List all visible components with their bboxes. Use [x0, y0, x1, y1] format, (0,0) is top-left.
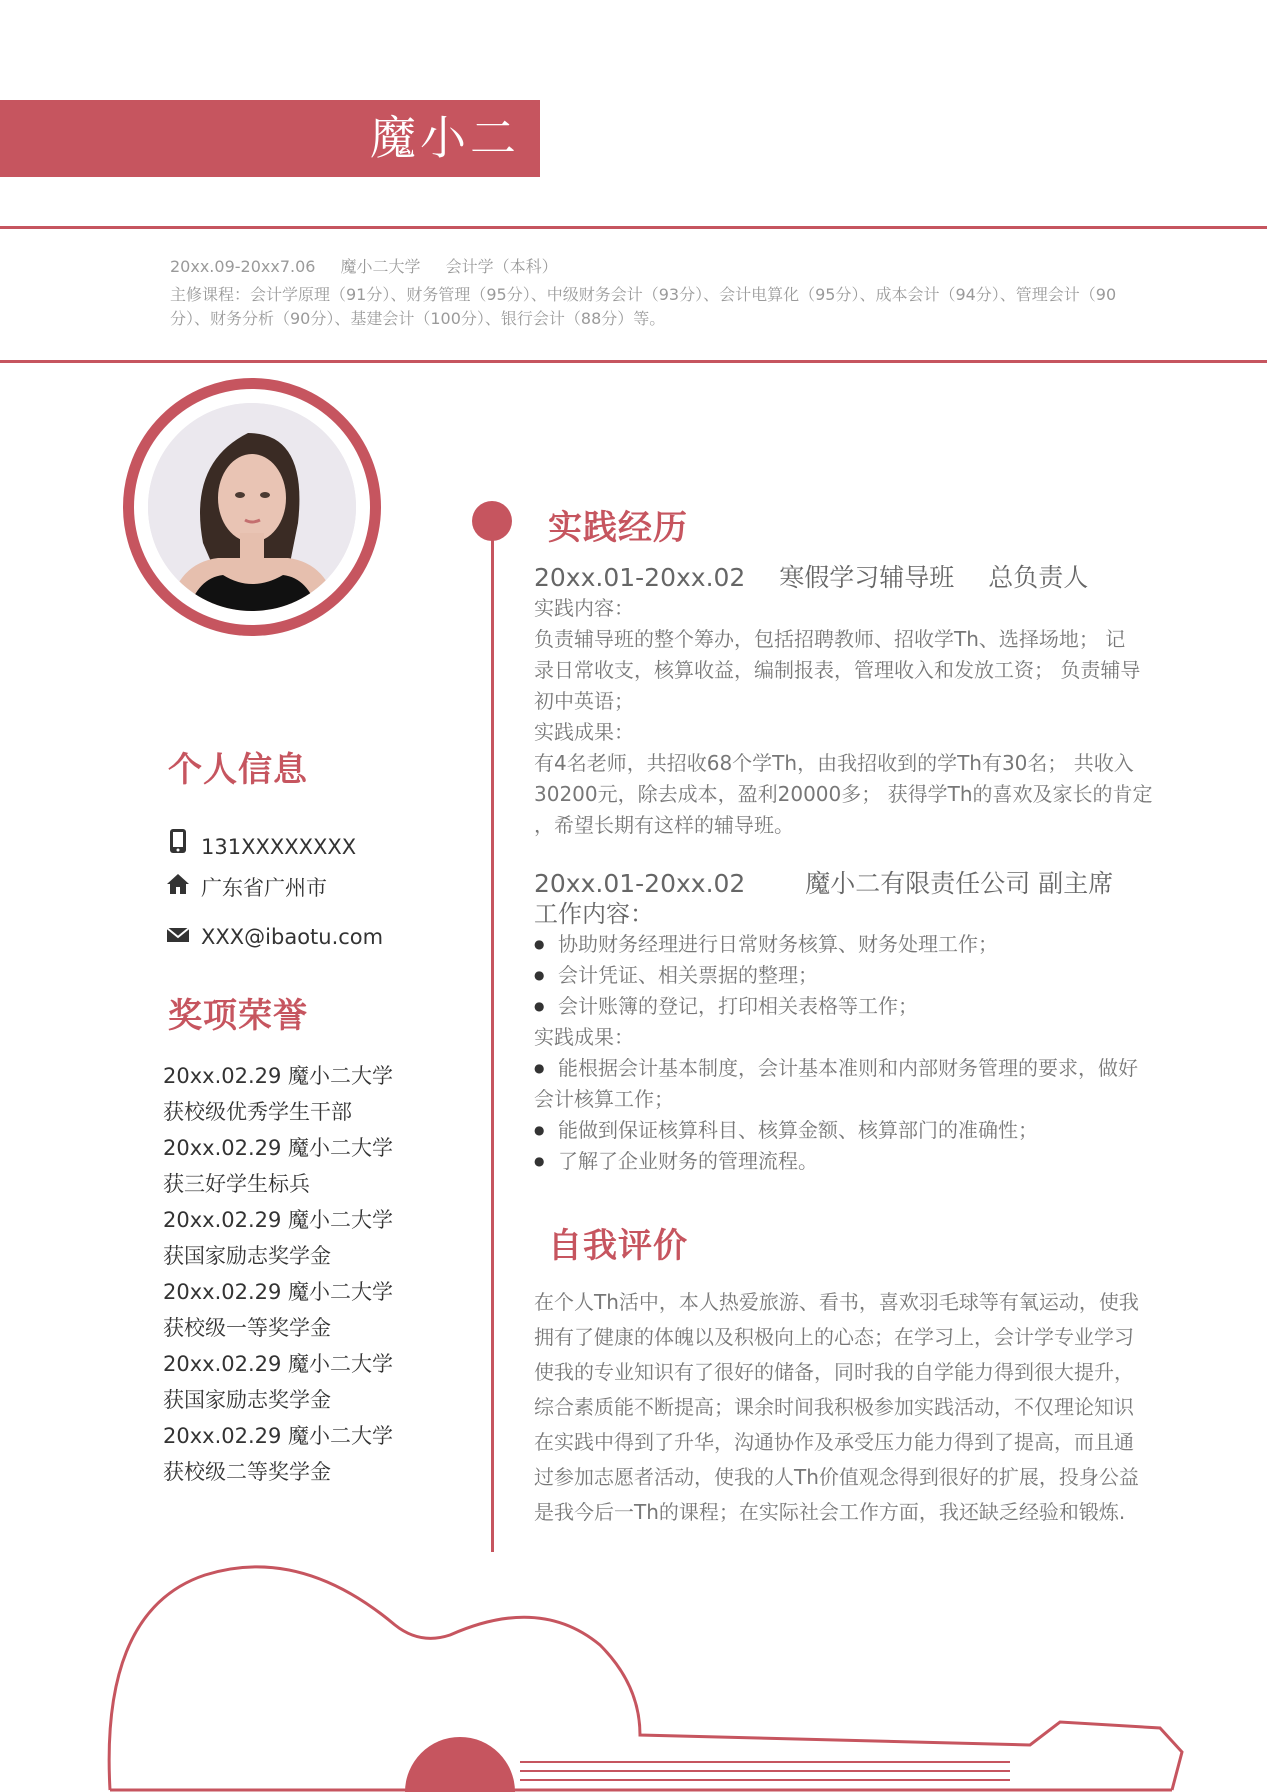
- avatar: [123, 378, 381, 636]
- job1-result-line: ，希望长期有这样的辅导班。: [534, 813, 794, 837]
- award-line: 20xx.02.29 魔小二大学: [163, 1424, 394, 1448]
- timeline-dot: [472, 501, 512, 541]
- education-period: 20xx.09-20xx7.06: [170, 257, 316, 276]
- job1-org: 寒假学习辅导班: [779, 563, 955, 592]
- self-eval-text: [534, 1285, 1190, 1530]
- job2-result-bullet: ● 能做到保证核算科目、核算金额、核算部门的准确性；: [534, 1115, 1190, 1146]
- awards-title: 奖项荣誉: [168, 996, 308, 1036]
- self-eval-line: 综合素质能不断提高；课余时间我积极参加实践活动，不仅理论知识: [534, 1395, 1134, 1419]
- job2-result-label: 实践成果：: [534, 1025, 634, 1049]
- education-courses-2: 分）、财务分析（90分）、基建会计（100分）、银行会计（88分）等。: [170, 309, 666, 328]
- timeline-line: [491, 520, 494, 1552]
- award-line: 20xx.02.29 魔小二大学: [163, 1136, 394, 1160]
- job1-result-line: 有4名老师，共招收68个学Th，由我招收到的学Th有30名； 共收入: [534, 751, 1134, 775]
- mail-icon: [165, 922, 191, 952]
- award-line: 获校级一等奖学金: [163, 1316, 331, 1340]
- email-row: [165, 922, 383, 952]
- divider-mid: [0, 360, 1267, 363]
- practice-job-1: [534, 562, 1190, 841]
- job2-result-line: 会计核算工作；: [534, 1087, 674, 1111]
- self-eval-title: 自我评价: [548, 1226, 688, 1266]
- job1-content-line: 录日常收支，核算收益，编制报表，管理收入和发放工资； 负责辅导: [534, 658, 1141, 682]
- job2-result-bullet: ● 了解了企业财务的管理流程。: [534, 1146, 1190, 1177]
- personal-info-title: 个人信息: [168, 750, 308, 790]
- job2-bullet: ● 协助财务经理进行日常财务核算、财务处理工作；: [534, 929, 1190, 960]
- job1-content-line: 初中英语；: [534, 689, 634, 713]
- self-eval-line: 使我的专业知识有了很好的储备，同时我的自学能力得到很大提升，: [534, 1360, 1134, 1384]
- job2-content-label: 工作内容：: [534, 900, 654, 928]
- job1-result-line: 30200元，除去成本，盈利20000多； 获得学Th的喜欢及家长的肯定: [534, 782, 1153, 806]
- name-banner: [0, 100, 540, 177]
- job1-content-line: 负责辅导班的整个筹办，包括招聘教师、招收学Th、选择场地； 记: [534, 627, 1126, 651]
- award-line: 获国家励志奖学金: [163, 1388, 331, 1412]
- job1-content-label: 实践内容：: [534, 596, 634, 620]
- portrait-photo: [148, 403, 356, 611]
- resume-name: 魔小二: [370, 111, 520, 165]
- job2-result-bullet: ● 能根据会计基本制度，会计基本准则和内部财务管理的要求，做好: [534, 1053, 1190, 1084]
- education-line: [170, 255, 578, 279]
- award-line: 20xx.02.29 魔小二大学: [163, 1208, 394, 1232]
- job2-bullet: ● 会计凭证、相关票据的整理；: [534, 960, 1190, 991]
- phone-row: [165, 828, 356, 858]
- award-line: 20xx.02.29 魔小二大学: [163, 1280, 394, 1304]
- phone-icon: [165, 828, 191, 862]
- education-school: 魔小二大学: [340, 257, 421, 276]
- award-line: 获校级优秀学生干部: [163, 1100, 352, 1124]
- job1-period: 20xx.01-20xx.02: [534, 563, 746, 592]
- award-line: 获校级二等奖学金: [163, 1460, 331, 1484]
- self-eval-line: 在个人Th活中，本人热爱旅游、看书，喜欢羽毛球等有氧运动，使我: [534, 1290, 1139, 1314]
- job2-org-role: 魔小二有限责任公司 副主席: [805, 869, 1114, 898]
- self-eval-line: 拥有了健康的体魄以及积极向上的心态；在学习上，会计学专业学习: [534, 1325, 1134, 1349]
- address-row: [165, 873, 327, 903]
- guitar-decoration: [0, 1500, 1267, 1792]
- award-line: 获国家励志奖学金: [163, 1244, 331, 1268]
- self-eval-line: 在实践中得到了升华，沟通协作及承受压力能力得到了提高，而且通: [534, 1430, 1134, 1454]
- job2-period: 20xx.01-20xx.02: [534, 869, 746, 898]
- job1-role: 总负责人: [988, 563, 1089, 592]
- divider-top: [0, 226, 1267, 229]
- job2-header: [534, 868, 1190, 899]
- self-eval-line: 是我今后一Th的课程；在实际社会工作方面，我还缺乏经验和锻炼.: [534, 1500, 1126, 1524]
- job2-bullet: ● 会计账簿的登记，打印相关表格等工作；: [534, 991, 1190, 1022]
- award-line: 20xx.02.29 魔小二大学: [163, 1352, 394, 1376]
- award-line: 20xx.02.29 魔小二大学: [163, 1064, 394, 1088]
- practice-job-2: [534, 868, 1190, 1177]
- email[interactable]: XXX@ibaotu.com: [201, 925, 384, 949]
- practice-title: 实践经历: [548, 508, 688, 548]
- phone-number: 131XXXXXXXX: [201, 835, 357, 859]
- job1-result-label: 实践成果：: [534, 720, 634, 744]
- address: 广东省广州市: [201, 876, 327, 900]
- job1-header: [534, 562, 1190, 593]
- education-courses-1: 主修课程：会计学原理（91分）、财务管理（95分）、中级财务会计（93分）、会计电算化（95分）、成本会计（94分）、管理会计（90: [170, 285, 1117, 304]
- education-major: 会计学（本科）: [445, 257, 558, 276]
- self-eval-line: 过参加志愿者活动，使我的人Th价值观念得到很好的扩展，投身公益: [534, 1465, 1139, 1489]
- award-line: 获三好学生标兵: [163, 1172, 310, 1196]
- home-icon: [165, 873, 191, 903]
